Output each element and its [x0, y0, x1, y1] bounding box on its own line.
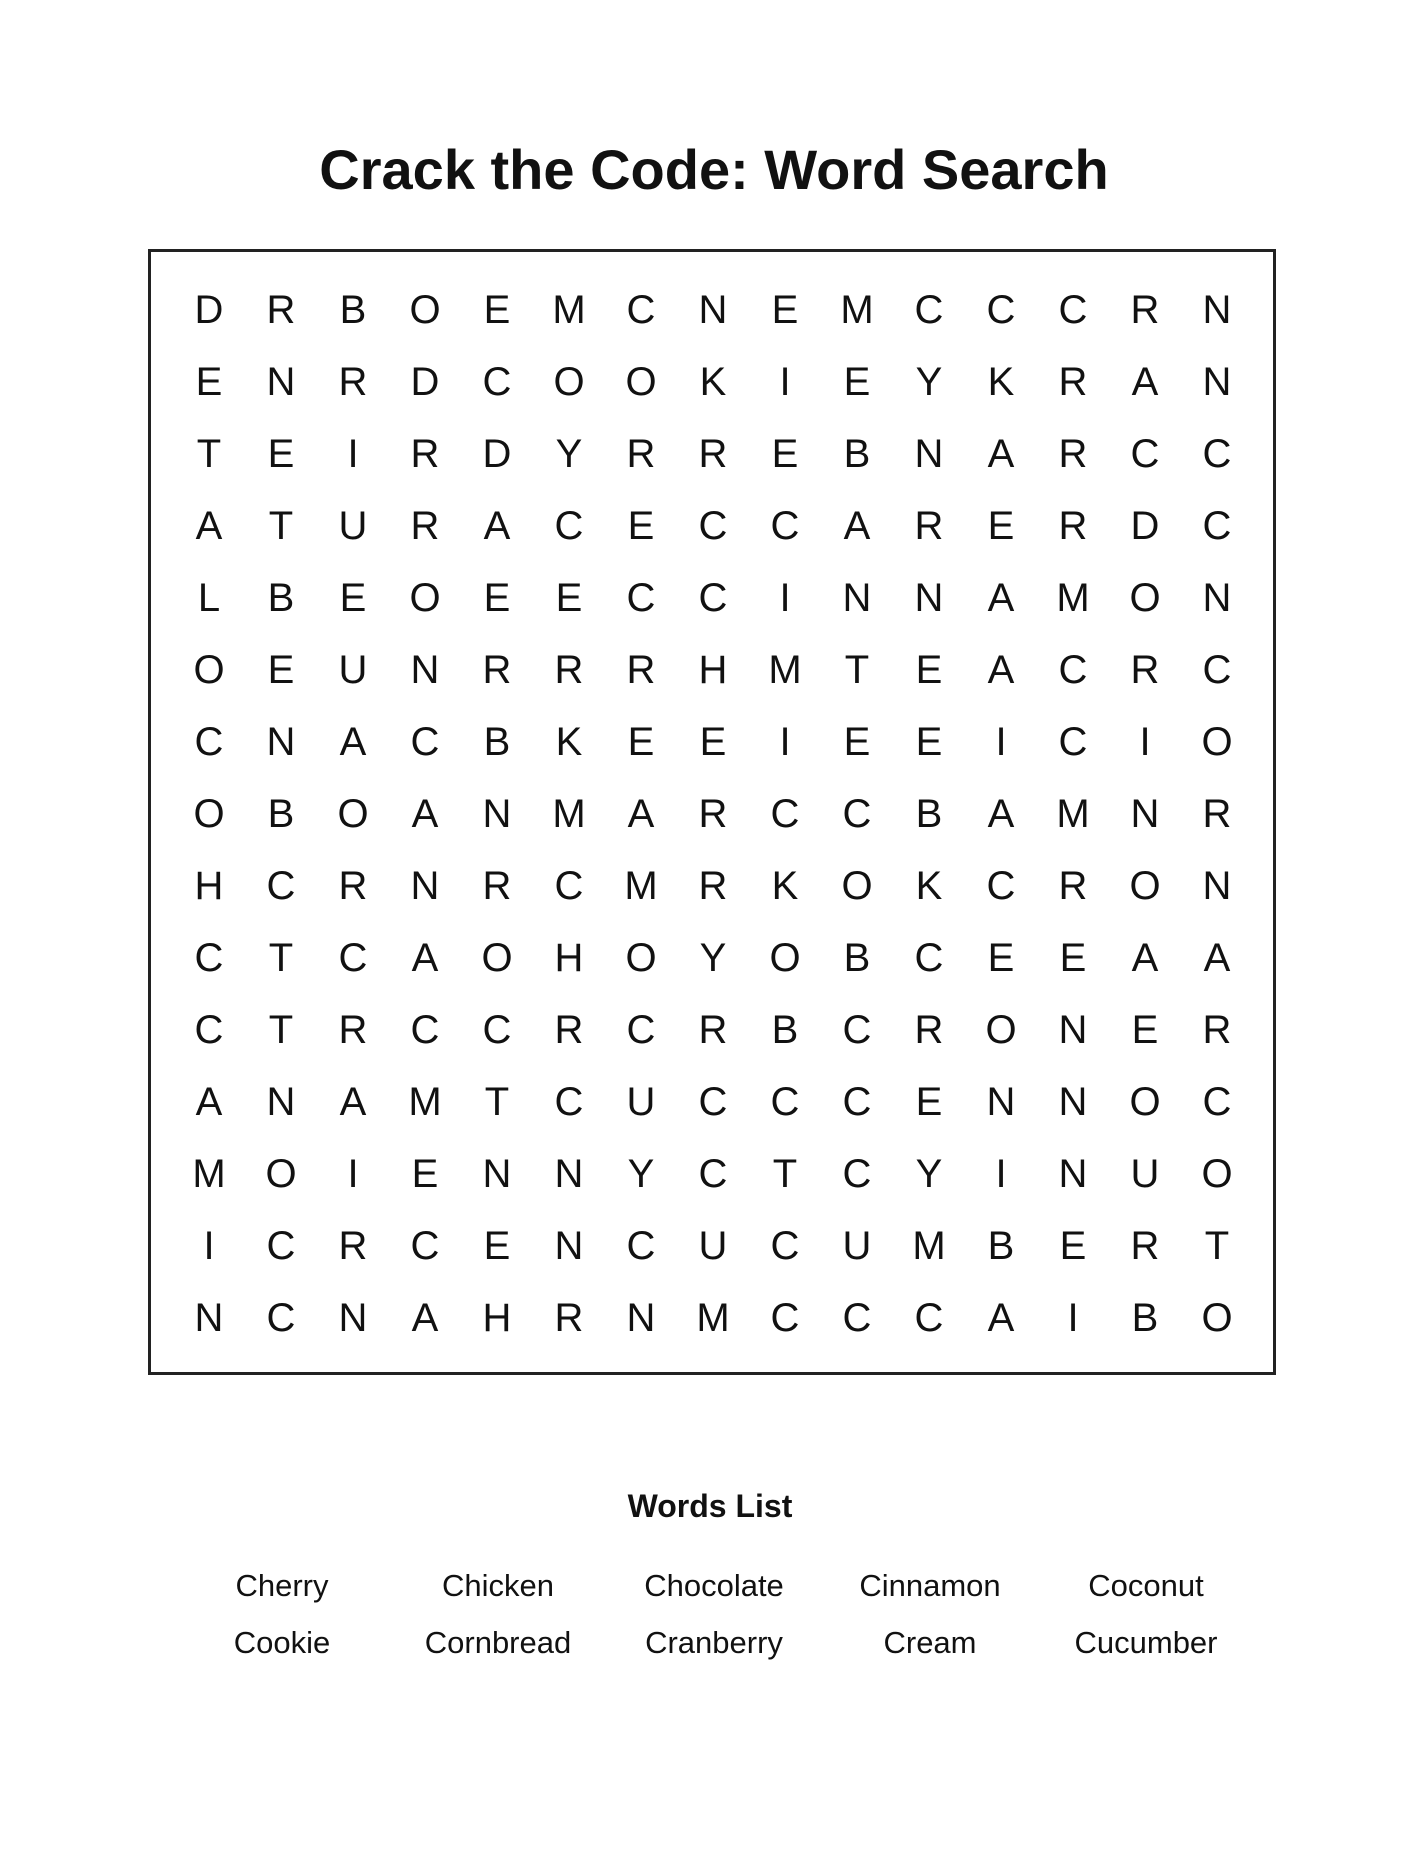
- grid-letter: R: [698, 1008, 728, 1052]
- grid-letter: C: [842, 1296, 872, 1340]
- grid-letter: C: [626, 576, 656, 620]
- grid-letter: A: [987, 1296, 1015, 1340]
- grid-letter: C: [842, 1152, 872, 1196]
- grid-letter: C: [626, 288, 656, 332]
- grid-letter: N: [1202, 576, 1232, 620]
- grid-letter: N: [1058, 1008, 1088, 1052]
- grid-letter: Y: [915, 1152, 943, 1196]
- grid-letter: N: [626, 1296, 656, 1340]
- grid-letter: B: [843, 936, 871, 980]
- grid-letter: E: [627, 720, 655, 764]
- grid-letter: B: [771, 1008, 799, 1052]
- grid-letter: A: [987, 792, 1015, 836]
- grid-letter: O: [481, 936, 513, 980]
- grid-letter: O: [553, 360, 585, 404]
- grid-letter: T: [772, 1152, 798, 1196]
- grid-letter: R: [914, 1008, 944, 1052]
- grid-letter: E: [915, 1080, 943, 1124]
- grid-letter: O: [409, 576, 441, 620]
- grid-letter: R: [338, 1224, 368, 1268]
- grid-letter: C: [698, 504, 728, 548]
- grid-letter: R: [410, 432, 440, 476]
- grid-letter: A: [195, 504, 223, 548]
- grid-letter: E: [915, 720, 943, 764]
- grid-letter: I: [203, 1224, 215, 1268]
- grid-letter: B: [483, 720, 511, 764]
- grid-letter: E: [1059, 936, 1087, 980]
- grid-letter: R: [914, 504, 944, 548]
- word-list-item: Chicken: [442, 1568, 554, 1603]
- grid-letter: C: [770, 1224, 800, 1268]
- grid-letter: N: [338, 1296, 368, 1340]
- grid-letter: O: [1201, 720, 1233, 764]
- grid-letter: A: [1203, 936, 1231, 980]
- grid-letter: I: [779, 576, 791, 620]
- grid-letter: O: [985, 1008, 1017, 1052]
- grid-letter: I: [995, 1152, 1007, 1196]
- grid-letter: E: [267, 648, 295, 692]
- grid-letter: C: [194, 936, 224, 980]
- grid-letter: M: [768, 648, 802, 692]
- grid-letter: I: [1139, 720, 1151, 764]
- grid-letter: C: [266, 1296, 296, 1340]
- grid-letter: N: [842, 576, 872, 620]
- word-search-grid-frame: [148, 249, 1276, 1375]
- grid-letter: T: [484, 1080, 510, 1124]
- grid-letter: N: [1202, 360, 1232, 404]
- grid-letter: M: [192, 1152, 226, 1196]
- word-list-item: Cornbread: [424, 1625, 572, 1660]
- grid-letter: T: [1204, 1224, 1230, 1268]
- grid-letter: O: [1201, 1152, 1233, 1196]
- grid-letter: U: [1130, 1152, 1160, 1196]
- grid-letter: E: [483, 1224, 511, 1268]
- grid-letter: C: [1058, 648, 1088, 692]
- grid-letter: C: [266, 1224, 296, 1268]
- grid-letter: O: [625, 936, 657, 980]
- grid-letter: C: [698, 1152, 728, 1196]
- grid-letter: N: [554, 1224, 584, 1268]
- grid-letter: E: [843, 360, 871, 404]
- grid-letter: A: [987, 648, 1015, 692]
- grid-letter: U: [338, 504, 368, 548]
- grid-letter: R: [266, 288, 296, 332]
- grid-letter: B: [915, 792, 943, 836]
- grid-letter: C: [1202, 1080, 1232, 1124]
- word-list-item: Cranberry: [645, 1625, 783, 1660]
- grid-letter: R: [1202, 792, 1232, 836]
- grid-letter: U: [698, 1224, 728, 1268]
- grid-letter: I: [347, 432, 359, 476]
- grid-letter: M: [1056, 576, 1090, 620]
- grid-letter: I: [779, 360, 791, 404]
- grid-letter: A: [1131, 360, 1159, 404]
- grid-letter: L: [197, 576, 221, 620]
- grid-letter: A: [195, 1080, 223, 1124]
- grid-letter: O: [841, 864, 873, 908]
- grid-letter: C: [770, 504, 800, 548]
- grid-letter: C: [1202, 648, 1232, 692]
- grid-letter: O: [193, 648, 225, 692]
- grid-letter: A: [1131, 936, 1159, 980]
- word-list-item: Coconut: [1088, 1568, 1204, 1603]
- grid-letter: E: [339, 576, 367, 620]
- grid-letter: O: [1201, 1296, 1233, 1340]
- grid-letter: O: [265, 1152, 297, 1196]
- grid-letter: R: [338, 1008, 368, 1052]
- grid-letter: R: [626, 432, 656, 476]
- grid-letter: A: [411, 792, 439, 836]
- page-title: Crack the Code: Word Search: [319, 138, 1109, 201]
- grid-letter: C: [842, 1008, 872, 1052]
- grid-letter: R: [1058, 864, 1088, 908]
- grid-letter: A: [987, 432, 1015, 476]
- grid-letter: B: [843, 432, 871, 476]
- word-list-item: Cucumber: [1074, 1625, 1218, 1660]
- grid-letter: C: [986, 288, 1016, 332]
- grid-letter: N: [1202, 288, 1232, 332]
- grid-letter: C: [266, 864, 296, 908]
- grid-letter: Y: [699, 936, 727, 980]
- grid-letter: K: [915, 864, 943, 908]
- grid-letter: C: [770, 1296, 800, 1340]
- grid-letter: N: [914, 576, 944, 620]
- grid-letter: D: [482, 432, 512, 476]
- grid-letter: C: [194, 720, 224, 764]
- grid-letter: A: [411, 936, 439, 980]
- grid-letter: C: [482, 1008, 512, 1052]
- grid-letter: N: [1130, 792, 1160, 836]
- grid-letter: H: [554, 936, 584, 980]
- word-list: [174, 1566, 1254, 1680]
- grid-letter: R: [554, 1296, 584, 1340]
- grid-letter: U: [338, 648, 368, 692]
- grid-letter: R: [554, 1008, 584, 1052]
- word-list-item: Chocolate: [644, 1568, 784, 1603]
- grid-letter: C: [338, 936, 368, 980]
- grid-letter: E: [411, 1152, 439, 1196]
- grid-letter: C: [986, 864, 1016, 908]
- letter-grid: [173, 274, 1253, 1354]
- grid-letter: E: [1131, 1008, 1159, 1052]
- grid-letter: R: [1130, 1224, 1160, 1268]
- grid-letter: E: [915, 648, 943, 692]
- grid-letter: N: [986, 1080, 1016, 1124]
- grid-letter: E: [483, 576, 511, 620]
- grid-letter: A: [843, 504, 871, 548]
- grid-letter: Y: [915, 360, 943, 404]
- grid-letter: R: [698, 864, 728, 908]
- grid-letter: I: [1067, 1296, 1079, 1340]
- word-list-item: Cherry: [235, 1568, 329, 1603]
- grid-letter: M: [408, 1080, 442, 1124]
- grid-letter: C: [1058, 720, 1088, 764]
- grid-letter: H: [194, 864, 224, 908]
- grid-letter: N: [482, 792, 512, 836]
- grid-letter: E: [483, 288, 511, 332]
- grid-letter: O: [1129, 1080, 1161, 1124]
- grid-letter: C: [770, 792, 800, 836]
- grid-letter: E: [627, 504, 655, 548]
- grid-letter: E: [987, 936, 1015, 980]
- grid-letter: R: [1130, 288, 1160, 332]
- grid-letter: O: [193, 792, 225, 836]
- grid-letter: D: [1130, 504, 1160, 548]
- grid-letter: C: [914, 1296, 944, 1340]
- grid-letter: N: [1058, 1080, 1088, 1124]
- grid-letter: U: [842, 1224, 872, 1268]
- grid-letter: C: [1202, 432, 1232, 476]
- grid-letter: E: [771, 432, 799, 476]
- grid-letter: O: [1129, 576, 1161, 620]
- grid-letter: D: [194, 288, 224, 332]
- grid-letter: E: [1059, 1224, 1087, 1268]
- word-list-item: Cinnamon: [859, 1568, 1001, 1603]
- grid-letter: C: [770, 1080, 800, 1124]
- grid-letter: E: [771, 288, 799, 332]
- grid-letter: R: [338, 864, 368, 908]
- grid-letter: A: [339, 1080, 367, 1124]
- grid-letter: M: [1056, 792, 1090, 836]
- grid-letter: E: [843, 720, 871, 764]
- grid-letter: K: [987, 360, 1015, 404]
- grid-letter: O: [409, 288, 441, 332]
- grid-letter: T: [268, 1008, 294, 1052]
- grid-letter: C: [482, 360, 512, 404]
- grid-letter: E: [555, 576, 583, 620]
- grid-letter: C: [1130, 432, 1160, 476]
- grid-letter: R: [1058, 432, 1088, 476]
- grid-letter: B: [1131, 1296, 1159, 1340]
- grid-letter: C: [842, 792, 872, 836]
- grid-letter: R: [1058, 360, 1088, 404]
- grid-letter: C: [554, 504, 584, 548]
- grid-letter: N: [410, 864, 440, 908]
- word-list-item: Cream: [883, 1625, 977, 1660]
- grid-letter: R: [1130, 648, 1160, 692]
- grid-letter: A: [627, 792, 655, 836]
- grid-letter: R: [554, 648, 584, 692]
- grid-letter: C: [194, 1008, 224, 1052]
- grid-letter: T: [844, 648, 870, 692]
- grid-letter: I: [347, 1152, 359, 1196]
- grid-letter: E: [267, 432, 295, 476]
- grid-letter: N: [194, 1296, 224, 1340]
- grid-letter: C: [410, 1008, 440, 1052]
- word-list-item: Cookie: [233, 1625, 331, 1660]
- grid-letter: C: [914, 936, 944, 980]
- grid-letter: H: [482, 1296, 512, 1340]
- grid-letter: R: [410, 504, 440, 548]
- grid-letter: R: [698, 432, 728, 476]
- grid-letter: T: [268, 936, 294, 980]
- grid-letter: N: [698, 288, 728, 332]
- grid-letter: C: [914, 288, 944, 332]
- grid-letter: A: [987, 576, 1015, 620]
- grid-letter: K: [699, 360, 727, 404]
- grid-letter: C: [626, 1224, 656, 1268]
- grid-letter: O: [769, 936, 801, 980]
- grid-letter: B: [987, 1224, 1015, 1268]
- grid-letter: R: [1202, 1008, 1232, 1052]
- grid-letter: C: [698, 1080, 728, 1124]
- grid-letter: R: [1058, 504, 1088, 548]
- grid-letter: O: [625, 360, 657, 404]
- grid-letter: C: [1202, 504, 1232, 548]
- grid-letter: Y: [555, 432, 583, 476]
- grid-letter: R: [626, 648, 656, 692]
- grid-letter: N: [1058, 1152, 1088, 1196]
- grid-letter: I: [995, 720, 1007, 764]
- grid-letter: M: [552, 792, 586, 836]
- grid-letter: B: [267, 576, 295, 620]
- grid-letter: B: [339, 288, 367, 332]
- grid-letter: R: [338, 360, 368, 404]
- grid-letter: A: [411, 1296, 439, 1340]
- grid-letter: A: [483, 504, 511, 548]
- grid-letter: R: [482, 864, 512, 908]
- grid-letter: T: [268, 504, 294, 548]
- grid-letter: C: [554, 864, 584, 908]
- grid-letter: N: [410, 648, 440, 692]
- grid-letter: I: [779, 720, 791, 764]
- grid-letter: C: [698, 576, 728, 620]
- grid-letter: E: [699, 720, 727, 764]
- grid-letter: C: [554, 1080, 584, 1124]
- grid-letter: E: [987, 504, 1015, 548]
- grid-letter: D: [410, 360, 440, 404]
- grid-letter: H: [698, 648, 728, 692]
- grid-letter: Y: [627, 1152, 655, 1196]
- grid-letter: K: [771, 864, 799, 908]
- grid-letter: A: [339, 720, 367, 764]
- grid-letter: E: [195, 360, 223, 404]
- grid-letter: N: [1202, 864, 1232, 908]
- grid-letter: R: [482, 648, 512, 692]
- grid-letter: C: [410, 720, 440, 764]
- grid-letter: M: [840, 288, 874, 332]
- grid-letter: C: [410, 1224, 440, 1268]
- grid-letter: K: [555, 720, 583, 764]
- grid-letter: O: [337, 792, 369, 836]
- grid-letter: M: [696, 1296, 730, 1340]
- grid-letter: M: [552, 288, 586, 332]
- grid-letter: M: [624, 864, 658, 908]
- grid-letter: C: [842, 1080, 872, 1124]
- grid-letter: M: [912, 1224, 946, 1268]
- grid-letter: N: [266, 360, 296, 404]
- grid-letter: T: [196, 432, 222, 476]
- words-list-heading: Words List: [627, 1488, 793, 1524]
- grid-letter: U: [626, 1080, 656, 1124]
- grid-letter: N: [914, 432, 944, 476]
- grid-letter: N: [266, 720, 296, 764]
- grid-letter: C: [1058, 288, 1088, 332]
- grid-letter: N: [266, 1080, 296, 1124]
- grid-letter: N: [554, 1152, 584, 1196]
- grid-letter: O: [1129, 864, 1161, 908]
- grid-letter: B: [267, 792, 295, 836]
- grid-letter: R: [698, 792, 728, 836]
- grid-letter: N: [482, 1152, 512, 1196]
- grid-letter: C: [626, 1008, 656, 1052]
